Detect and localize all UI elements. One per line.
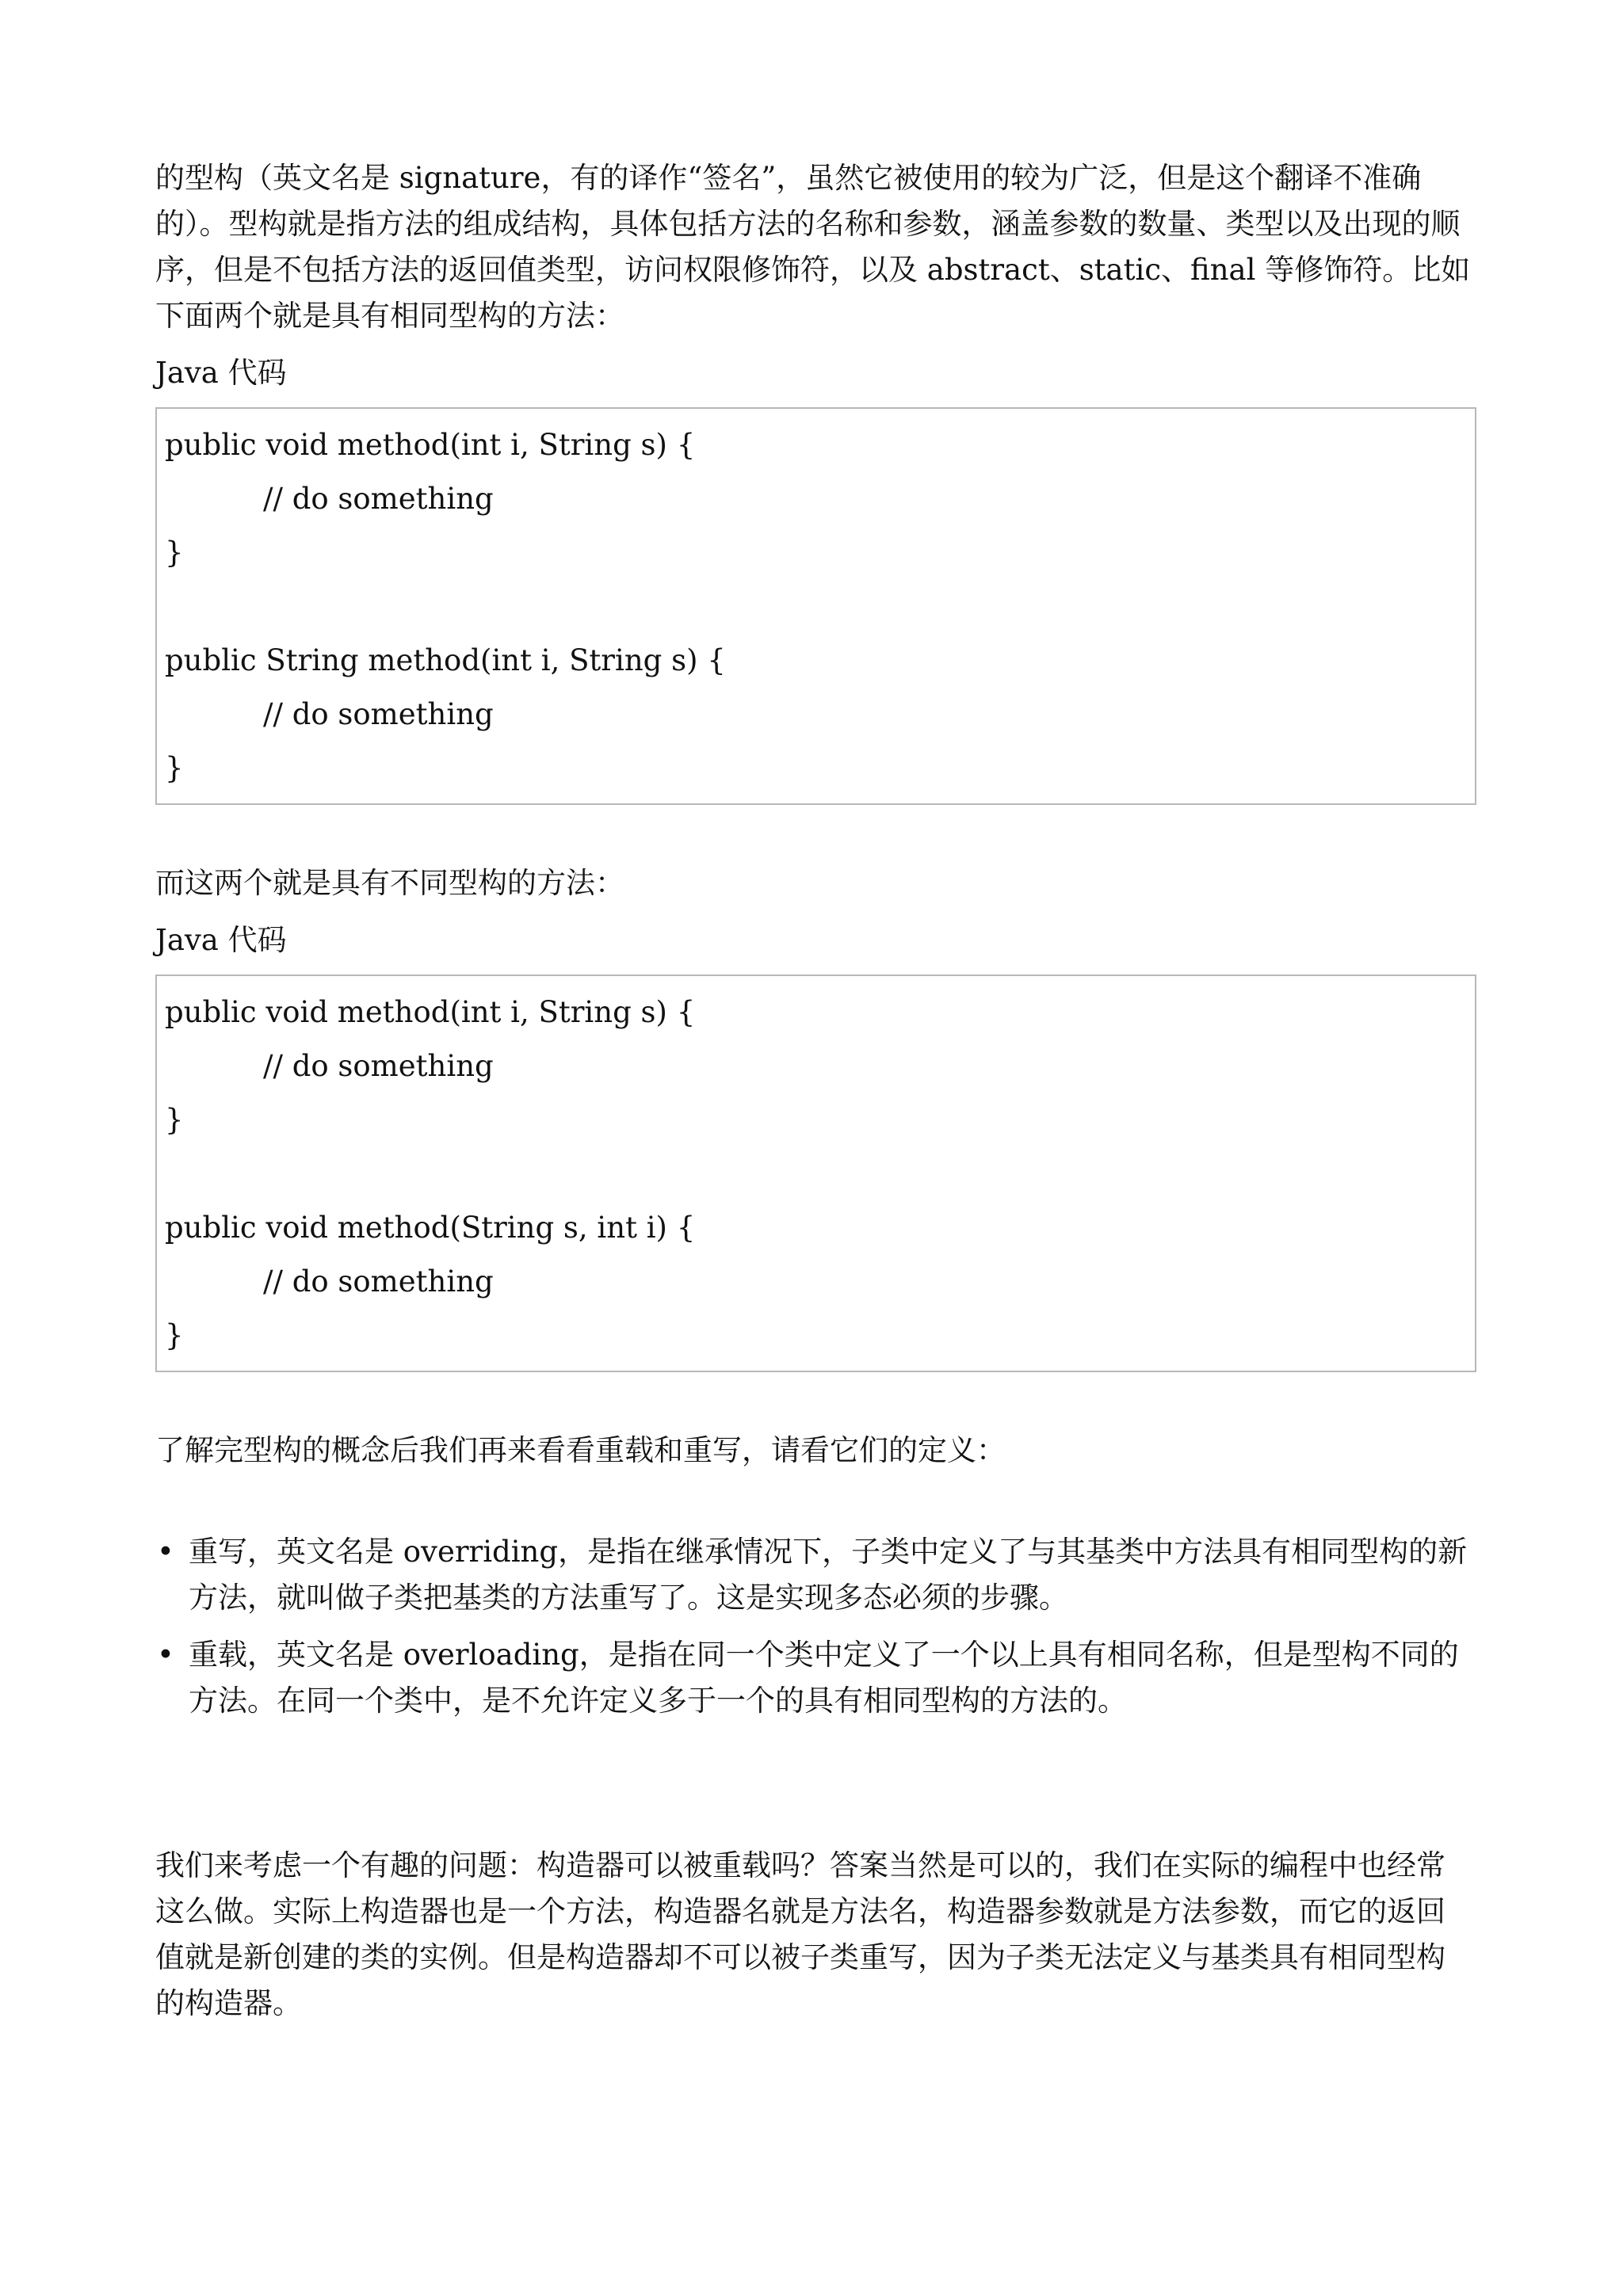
list-item xyxy=(155,1529,1471,1621)
code-line: public String method(int i, String s) { xyxy=(165,643,726,677)
code-line: } xyxy=(165,536,184,570)
code-line: public void method(String s, int i) { xyxy=(165,1211,696,1245)
code-line: // do something xyxy=(263,697,494,731)
code-line: // do something xyxy=(263,1049,494,1083)
code-line: public void method(int i, String s) { xyxy=(165,995,696,1029)
closing-paragraph: 我们来考虑一个有趣的问题：构造器可以被重载吗？答案当然是可以的，我们在实际的编程中也经常这么做。实际上构造器也是一个方法，构造器名就是方法名，构造器参数就是方法参数，而它的返回值就是新创建的类的实例。但是构造器却不可以被子类重写，因为子类无法定义与基类具有相同型构的构造器。 xyxy=(155,1848,1445,2020)
code-line: public void method(int i, String s) { xyxy=(165,428,696,462)
code-line: } xyxy=(165,1103,184,1137)
document-page xyxy=(155,155,1471,2027)
concept-paragraph: 了解完型构的概念后我们再来看看重载和重写，请看它们的定义： xyxy=(155,1433,1006,1467)
code-block-1 xyxy=(155,407,1476,805)
code-line xyxy=(165,580,1475,634)
code-line: // do something xyxy=(263,482,494,516)
code-label-2: Java 代码 xyxy=(155,923,287,957)
overriding-definition: 重写，英文名是 overriding，是指在继承情况下，子类中定义了与其基类中方法具有相同型构的新方法，就叫做子类把基类的方法重写了。这是实现多态必须的步骤。 xyxy=(189,1535,1468,1615)
list-item xyxy=(155,1632,1471,1724)
code-line: // do something xyxy=(263,1264,494,1299)
code-line: } xyxy=(165,751,184,785)
intro-paragraph: 的型构（英文名是 signature，有的译作“签名”，虽然它被使用的较为广泛，但是这个翻译不准确的）。型构就是指方法的组成结构，具体包括方法的名称和参数，涵盖参数的数量、类型以及出现的顺序，但是不包括方法的返回值类型，访问权限修饰符，以及 abstract、static、final 等修饰符。比如下面两个就是具有相同型构的方法： xyxy=(155,161,1471,333)
code-label-1: Java 代码 xyxy=(155,356,287,390)
bullet-icon: • xyxy=(157,1638,174,1672)
overloading-definition: 重载，英文名是 overloading，是指在同一个类中定义了一个以上具有相同名称，但是型构不同的方法。在同一个类中，是不允许定义多于一个的具有相同型构的方法的。 xyxy=(189,1638,1459,1718)
different-signature-paragraph: 而这两个就是具有不同型构的方法： xyxy=(155,866,624,900)
code-line xyxy=(165,1147,1475,1201)
code-block-2 xyxy=(155,974,1476,1372)
definition-list xyxy=(155,1529,1471,1724)
bullet-icon: • xyxy=(157,1535,174,1569)
code-line: } xyxy=(165,1318,184,1352)
